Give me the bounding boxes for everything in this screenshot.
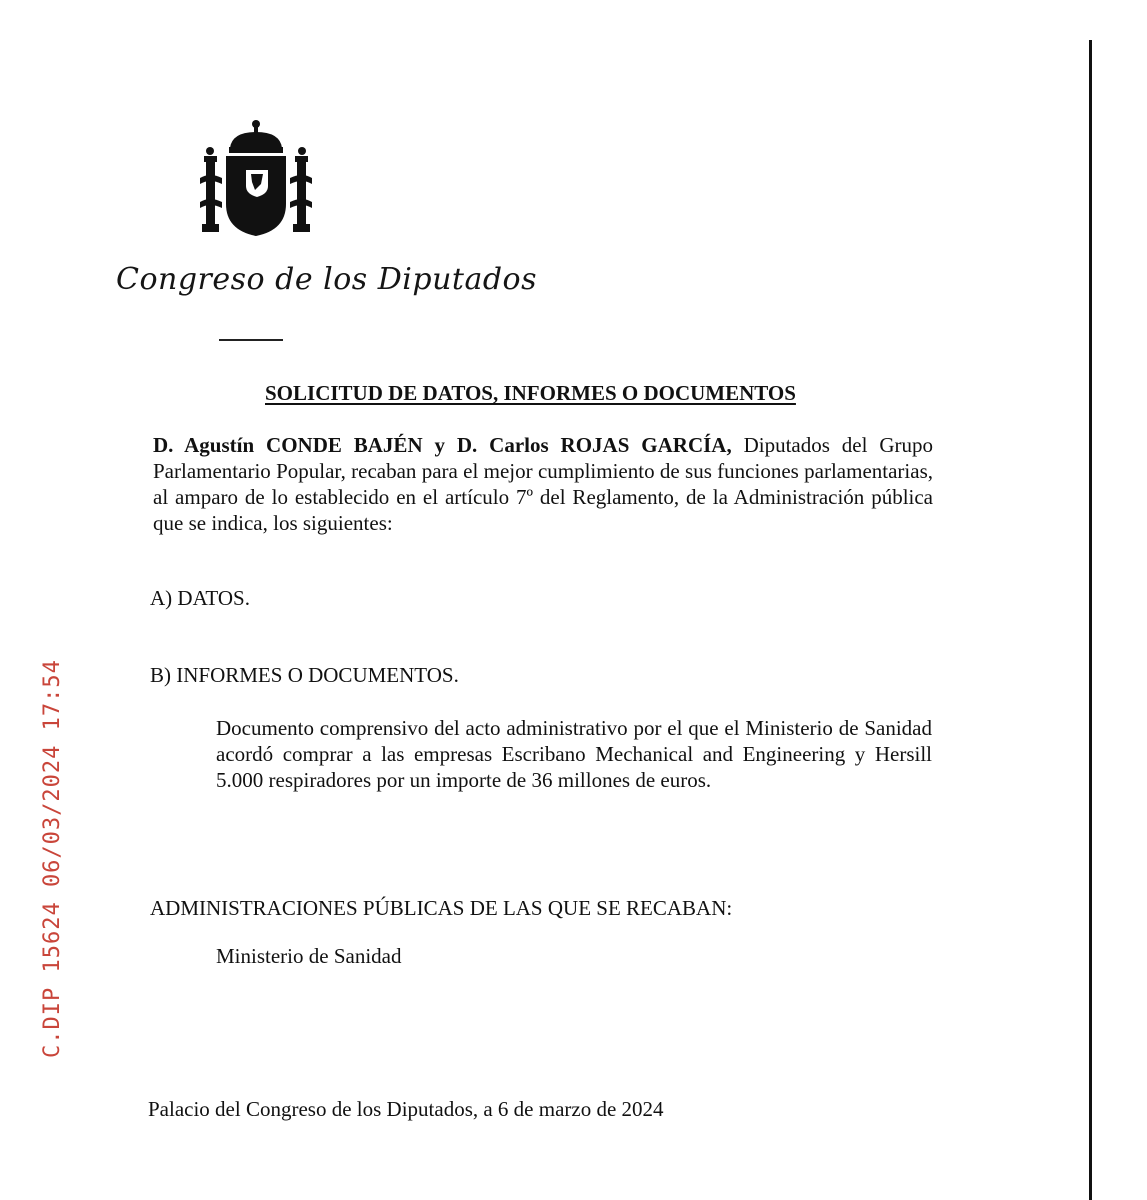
intro-paragraph bbox=[153, 432, 933, 536]
section-b-heading: B) INFORMES O DOCUMENTOS. bbox=[150, 663, 459, 687]
deputy-names: D. Agustín CONDE BAJÉN y D. Carlos ROJAS GARCÍA, bbox=[153, 433, 732, 457]
right-margin-rule bbox=[1089, 40, 1092, 1200]
header-divider bbox=[219, 339, 283, 341]
section-a-heading: A) DATOS. bbox=[150, 586, 250, 610]
registry-stamp: C.DIP 15624 06/03/2024 17:54 bbox=[40, 659, 65, 1058]
institution-signature: Congreso de los Diputados bbox=[116, 262, 537, 297]
administrations-heading: ADMINISTRACIONES PÚBLICAS DE LAS QUE SE RECABAN: bbox=[150, 896, 733, 920]
intro-text: Diputados del Grupo Parlamentario Popular, recaban para el mejor cumplimiento de sus funciones parlamentarias, al amparo de lo establecido en el artículo 7º del Reglamento, de la Administración pública que se indica, los siguientes: bbox=[153, 433, 933, 535]
section-b-text: Documento comprensivo del acto administrativo por el que el Ministerio de Sanidad acordó comprar a las empresas Escribano Mechanical and Engineering y Hersill 5.000 respiradores por un importe de 36 millones de euros. bbox=[216, 716, 932, 792]
document-title: SOLICITUD DE DATOS, INFORMES O DOCUMENTOS bbox=[265, 381, 796, 405]
administration-name: Ministerio de Sanidad bbox=[216, 944, 402, 968]
coat-of-arms-icon bbox=[196, 118, 316, 243]
closing-line: Palacio del Congreso de los Diputados, a 6 de marzo de 2024 bbox=[148, 1097, 664, 1121]
